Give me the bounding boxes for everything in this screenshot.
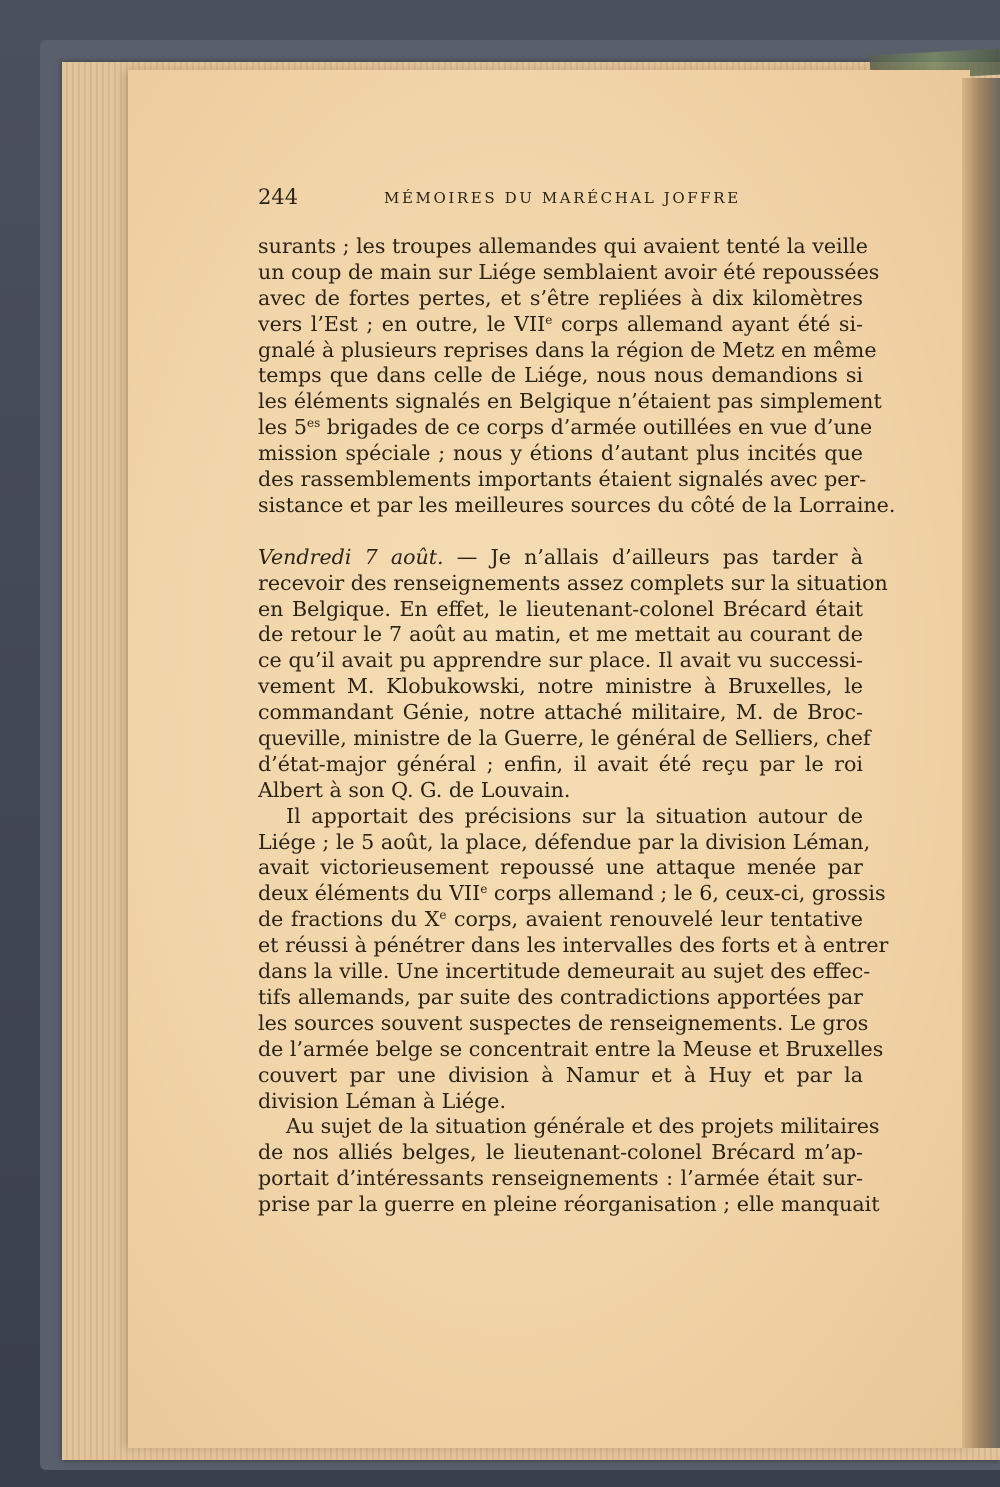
text-line: en Belgique. En effet, le lieutenant-colonel Brécard était	[258, 596, 863, 621]
superscript: e	[439, 908, 447, 923]
text-line-with-superscript	[258, 881, 886, 907]
text-line: recevoir des renseignements assez complets sur la situation	[258, 570, 888, 595]
text-line: de l’armée belge se concentrait entre la Meuse et Bruxelles	[258, 1036, 884, 1061]
text-line: prise par la guerre en pleine réorganisation ; elle manquait	[258, 1192, 880, 1217]
text-fragment: — Je n’allais d’ailleurs pas tarder à	[443, 544, 864, 569]
text-line: couvert par une division à Namur et à Huy et par la	[258, 1062, 863, 1087]
text-line: surants ; les troupes allemandes qui avaient tenté la veille	[258, 234, 868, 258]
text-fragment: vers l’Est ; en outre, le VII	[258, 311, 546, 336]
superscript: e	[545, 312, 553, 327]
text-line-with-superscript	[258, 415, 873, 441]
text-line: portait d’intéressants renseignements : l’armée était sur-	[258, 1166, 863, 1191]
text-line: et réussi à pénétrer dans les intervalles des forts et à entrer	[258, 933, 889, 958]
text-line: les éléments signalés en Belgique n’étaient pas simplement	[258, 389, 882, 414]
text-fragment: de fractions du X	[258, 907, 440, 932]
text-line: vement M. Klobukowski, notre ministre à Bruxelles, le	[258, 674, 863, 699]
text-line: de retour le 7 août au matin, et me mettait au courant de	[258, 622, 863, 647]
text-line: tifs allemands, par suite des contradictions apportées par	[258, 984, 863, 1009]
text-line: queville, ministre de la Guerre, le général de Selliers, chef	[258, 726, 871, 751]
superscript: es	[307, 416, 321, 431]
text-line: avait victorieusement repoussé une attaque menée par	[258, 855, 863, 880]
date-heading: Vendredi 7 août.	[258, 544, 444, 569]
text-line-with-superscript	[258, 312, 863, 338]
text-line: commandant Génie, notre attaché militaire, M. de Broc-	[258, 700, 863, 725]
text-line: de nos alliés belges, le lieutenant-colonel Brécard m’ap-	[258, 1140, 863, 1165]
text-line-with-superscript	[258, 907, 863, 933]
text-fragment: brigades de ce corps d’armée outillées en vue d’une	[320, 415, 873, 440]
page-number: 244	[258, 185, 299, 209]
running-title: MÉMOIRES DU MARÉCHAL JOFFRE	[384, 189, 741, 207]
text-line-with-date	[258, 545, 863, 571]
text-fragment: deux éléments du VII	[258, 881, 481, 906]
text-fragment: corps allemand ayant été si-	[552, 311, 864, 336]
text-line: Au sujet de la situation générale et des projets militaires	[286, 1114, 880, 1139]
text-line: temps que dans celle de Liége, nous nous demandions si	[258, 363, 863, 388]
text-line: gnalé à plusieurs reprises dans la région de Metz en même	[258, 337, 877, 362]
text-line: Liége ; le 5 août, la place, défendue par la division Léman,	[258, 829, 871, 854]
text-line: avec de fortes pertes, et s’être repliées à dix kilomètres	[258, 285, 863, 310]
text-line: division Léman à Liége.	[258, 1088, 507, 1113]
text-line: un coup de main sur Liége semblaient avoir été repoussées	[258, 259, 880, 284]
text-line: sistance et par les meilleures sources du côté de la Lorraine.	[258, 492, 896, 517]
text-fragment: corps, avaient renouvelé leur tentative	[446, 907, 863, 932]
text-fragment: les 5	[258, 415, 307, 440]
body-text	[258, 234, 896, 1218]
text-line: des rassemblements importants étaient signalés avec per-	[258, 467, 867, 492]
page-header	[258, 185, 863, 215]
text-line: dans la ville. Une incertitude demeurait au sujet des effec-	[258, 959, 871, 984]
text-line: Il apportait des précisions sur la situation autour de	[286, 803, 863, 828]
text-line: mission spéciale ; nous y étions d’autant plus incités que	[258, 441, 863, 466]
superscript: e	[480, 882, 488, 897]
text-line: les sources souvent suspectes de renseignements. Le gros	[258, 1010, 869, 1035]
text-line: Albert à son Q. G. de Louvain.	[258, 777, 571, 802]
text-fragment: corps allemand ; le 6, ceux-ci, grossis	[487, 881, 886, 906]
text-line: d’état-major général ; enfin, il avait été reçu par le roi	[258, 751, 863, 776]
book-gutter	[962, 78, 1000, 1448]
text-line: ce qu’il avait pu apprendre sur place. Il avait vu successi-	[258, 648, 863, 673]
